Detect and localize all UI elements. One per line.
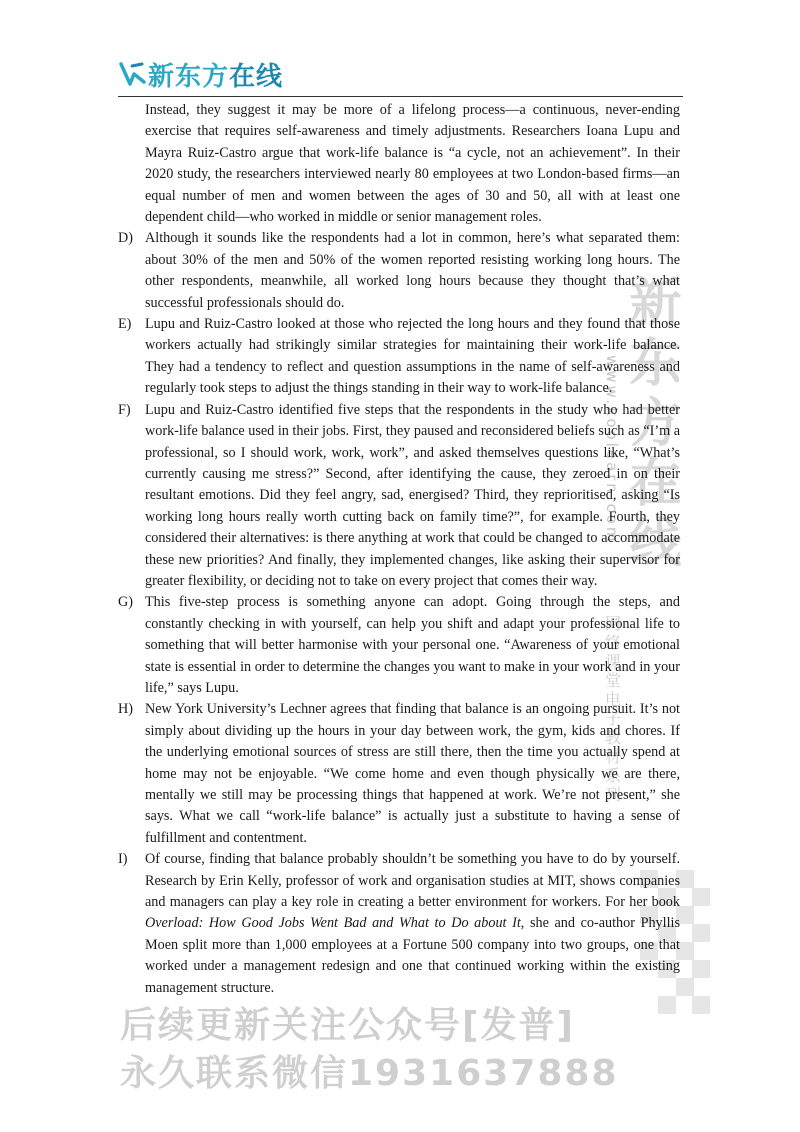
paragraph-label: F) xyxy=(118,401,131,418)
paragraph-continued xyxy=(118,100,680,228)
article-body xyxy=(118,100,680,999)
header-divider xyxy=(118,96,683,97)
paragraph-text: Lupu and Ruiz-Castro identified five steps that the respondents in the study who had better work-life balance used in their jobs. First, they paused and reconsidered beliefs such as “I’m a professional, so I should work, work, work”, and asked themselves questions like, “What’s currently causing me stress?” Second, after identifying the cause, they zeroed in on their resultant emotions. Did they feel angry, sad, energised? Third, they reprioritised, asking “Is working long hours really worth cutting back on family time?”, for example. Fourth, they considered their alternatives: is there anything at work that could be changed to accommodate these new priorities? And finally, they implemented changes, like asking their supervisor for greater flexibility, or deciding not to take on every project that comes their way. xyxy=(145,401,680,589)
logo-icon xyxy=(118,60,148,88)
paragraph-text: Although it sounds like the respondents had a lot in common, here’s what separated them: about 30% of the men and 50% of the women reported resisting working long hours. The other respondents, meanwhile, all worked long hours because they thought that’s what successful professionals should do. xyxy=(145,230,680,311)
side-watermark-url: www.koolearn.com xyxy=(603,355,621,545)
paragraph-g xyxy=(118,592,680,699)
paragraph-label: D) xyxy=(118,230,133,247)
paragraph-text: Instead, they suggest it may be more of a lifelong process—a continuous, never-ending exercise that requires self-awareness and timely adjustments. Researchers Ioana Lupu and Mayra Ruiz-Castro argue that work-life balance is “a cycle, not an achievement”. In their 2020 study, the researchers interviewed nearly 80 employees at two London-based firms—an equal number of men and women between the ages of 30 and 50, all with at least one dependent child—who worked in middle or senior management roles. xyxy=(145,102,680,226)
paragraph-e xyxy=(118,314,680,400)
paragraph-text: New York University’s Lechner agrees that finding that balance is an ongoing pursuit. It’s not simply about dividing up the hours in your day between work, the gym, kids and chores. If the underlying emotional sources of stress are still there, then the time you actually spend at home may not be enjoyable. “We come home and even though physically we are there, mentally we still may be processing things that happened at work. We’re not present,” she says. What we call “work-life balance” is actually just a substitute to having a sense of fulfillment and contentment. xyxy=(145,701,680,846)
paragraph-label: E) xyxy=(118,316,132,333)
paragraph-label: H) xyxy=(118,701,133,718)
watermark-line-1: 后续更新关注公众号[发普] xyxy=(120,1005,575,1046)
paragraph-text-before: Of course, finding that balance probably shouldn’t be something you have to do by yourself. Research by Erin Kelly, professor of work and organisation studies at MIT, shows companies and managers can play a key role in creating a better environment for workers. For her book xyxy=(145,851,680,911)
paragraph-label: I) xyxy=(118,851,128,868)
page-header xyxy=(118,52,698,98)
watermark-line-2: 永久联系微信1931637888 xyxy=(120,1053,619,1094)
logo-text-accent: 在线 xyxy=(229,62,284,92)
paragraph-d xyxy=(118,228,680,314)
side-watermark-chars: 新东方在线 xyxy=(620,275,680,575)
logo-text xyxy=(148,56,283,93)
side-watermark-sub: 网络课堂电子教材系列 xyxy=(602,615,622,805)
logo-text-main: 新东方 xyxy=(148,62,230,92)
paragraph-h xyxy=(118,699,680,849)
bottom-watermark xyxy=(120,1002,640,1098)
paragraph-text: This five-step process is something anyone can adopt. Going through the steps, and constantly checking in with yourself, can help you shift and adapt your professional life to something that will better harmonise with your personal one. “Awareness of your emotional state is essential in order to determine the changes you want to make in your work and in your life,” says Lupu. xyxy=(145,594,680,696)
book-title: Overload: How Good Jobs Went Bad and What to Do about It xyxy=(145,915,521,932)
paragraph-i xyxy=(118,849,680,999)
paragraph-f xyxy=(118,400,680,593)
paragraph-label: G) xyxy=(118,594,133,611)
paragraph-text: Lupu and Ruiz-Castro looked at those who rejected the long hours and they found that those workers actually had strikingly similar strategies for maintaining their work-life balance. They had a tendency to reflect and question assumptions in the name of self-awareness and regularly took steps to adjust the things standing in their way to work-life balance. xyxy=(145,316,680,397)
paragraph-text-after: , she and co-author Phyllis Moen split more than 1,000 employees at a Fortune 500 company into two groups, one that worked under a management redesign and one that continued working within the existing management structure. xyxy=(145,915,680,996)
